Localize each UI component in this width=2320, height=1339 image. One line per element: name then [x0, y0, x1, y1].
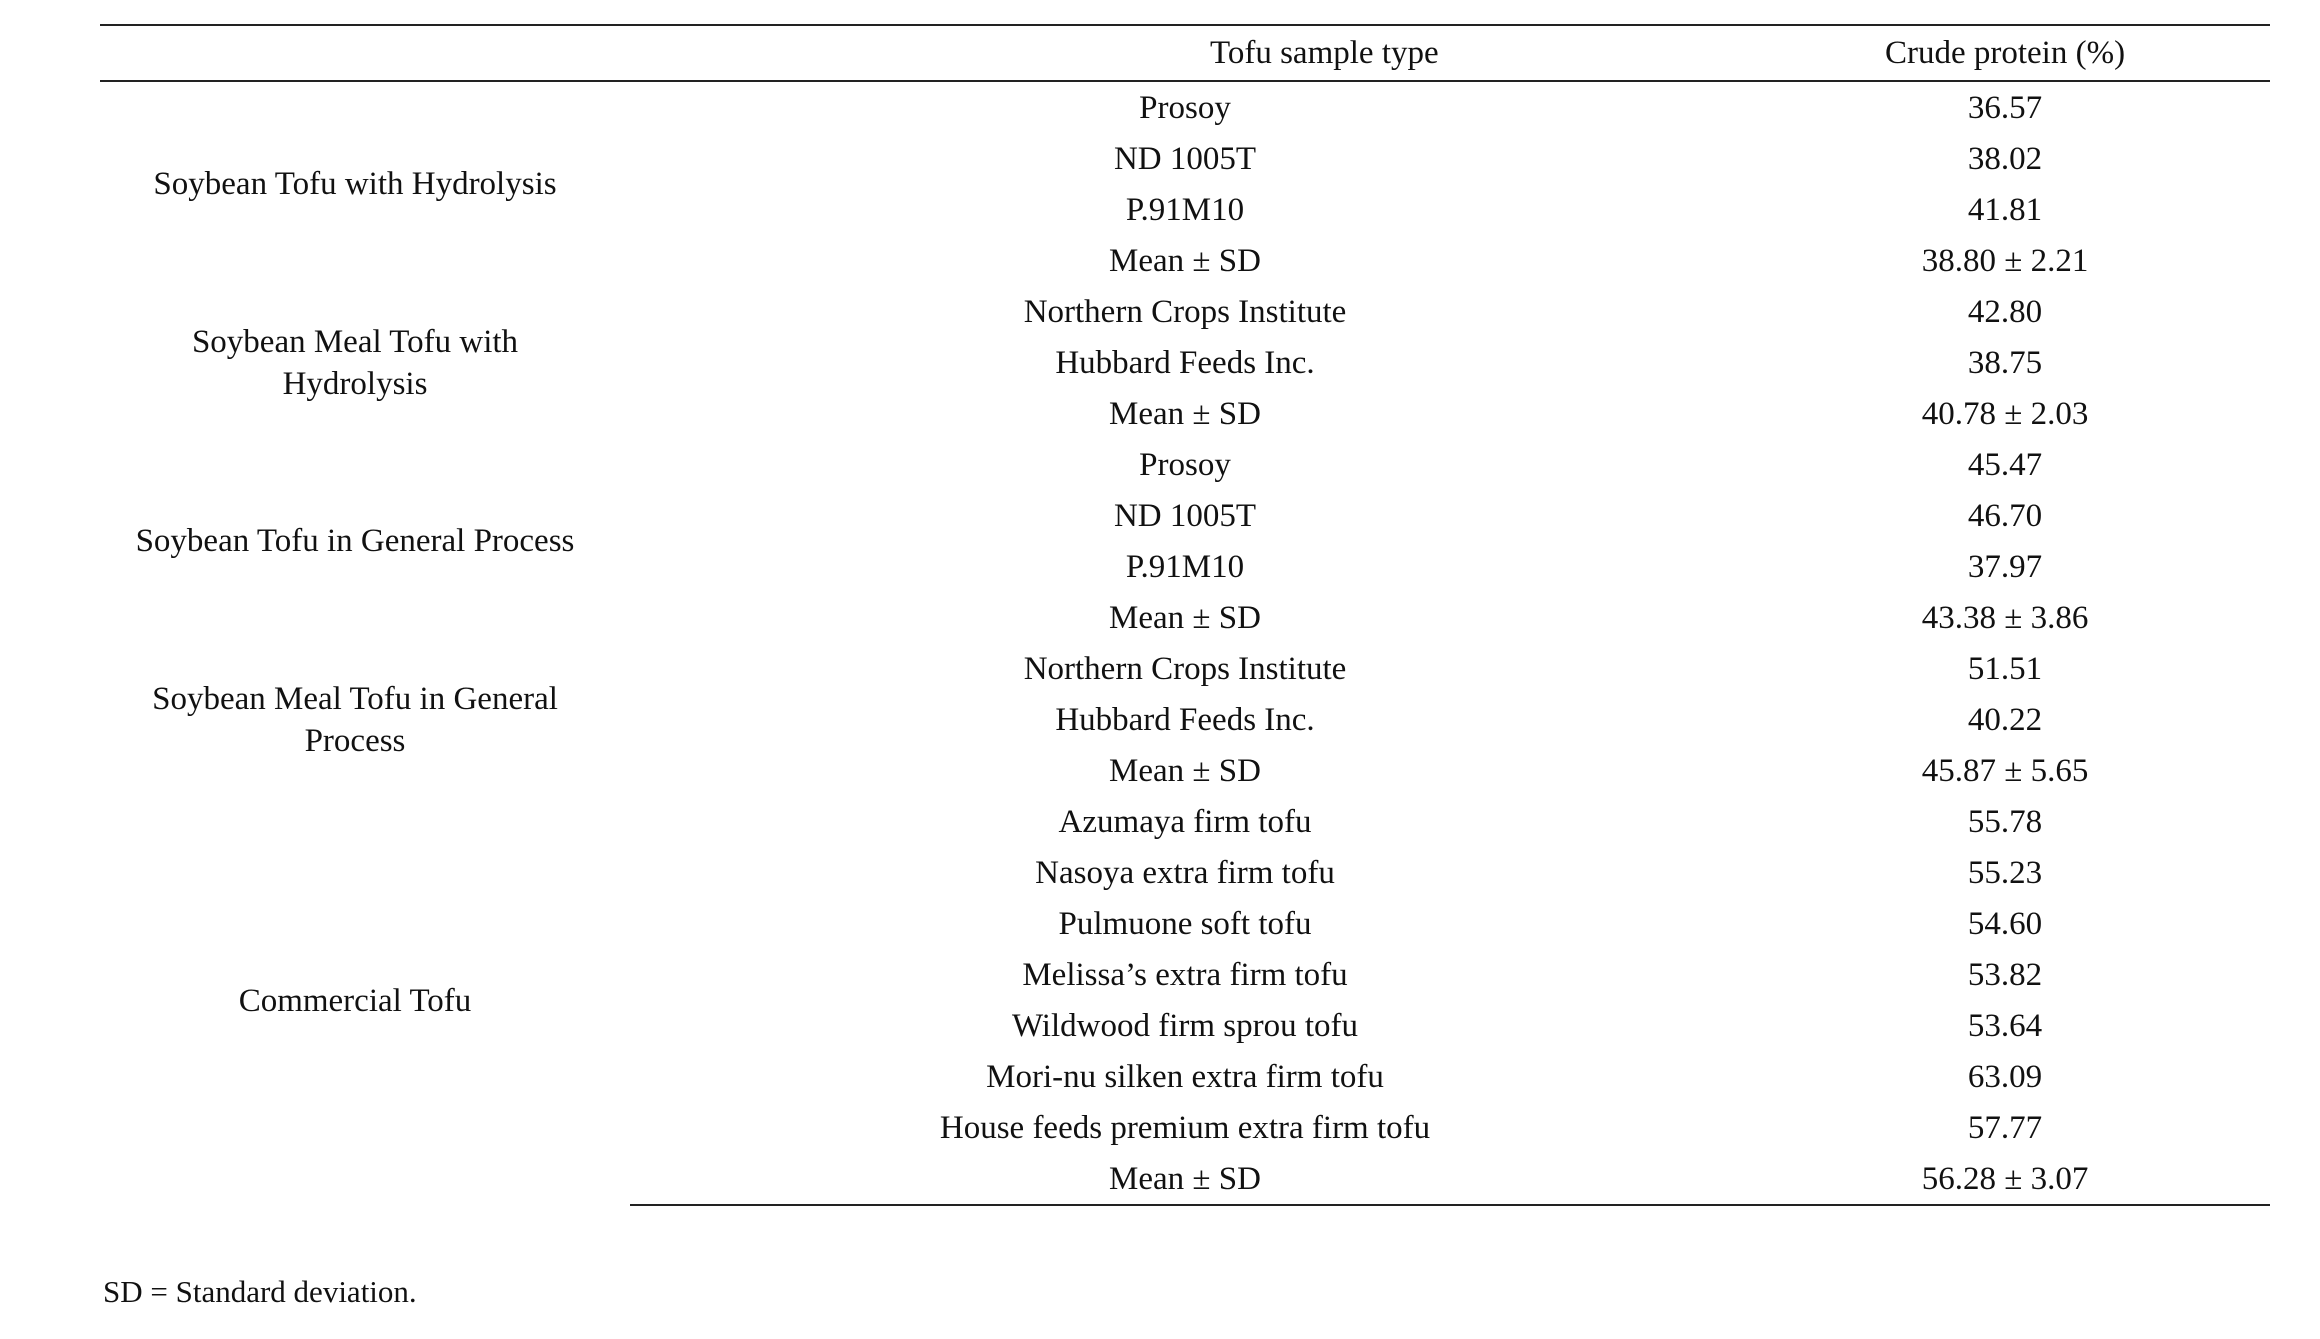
sample-name-cell: Nasoya extra firm tofu	[1035, 854, 1335, 891]
crude-protein-cell: 63.09	[1967, 1058, 2043, 1095]
sample-name-cell: House feeds premium extra firm tofu	[939, 1109, 1431, 1146]
crude-protein-cell: 57.77	[1967, 1109, 2043, 1146]
crude-protein-cell: 42.80	[1967, 293, 2043, 330]
crude-protein-cell: 46.70	[1967, 497, 2043, 534]
crude-protein-table	[100, 24, 2270, 1206]
table-row	[100, 796, 2270, 847]
sample-name-cell: Mean ± SD	[1109, 242, 1261, 279]
header-crude-protein: Crude protein (%)	[1740, 25, 2270, 81]
sample-name-cell: ND 1005T	[1113, 140, 1257, 177]
sample-name-cell: P.91M10	[1125, 191, 1245, 228]
crude-protein-cell: 38.02	[1967, 140, 2043, 177]
table-row	[100, 81, 2270, 133]
sample-name-cell: Prosoy	[1139, 446, 1231, 483]
crude-protein-cell: 55.23	[1967, 854, 2043, 891]
group-label: Soybean Meal Tofu in General Process	[152, 680, 558, 759]
crude-protein-cell: 37.97	[1967, 548, 2043, 585]
crude-protein-cell: 43.38 ± 3.86	[1921, 599, 2089, 636]
crude-protein-cell: 40.78 ± 2.03	[1921, 395, 2089, 432]
sample-name-cell: Mori-nu silken extra firm tofu	[986, 1058, 1384, 1095]
sample-name-cell: Northern Crops Institute	[1023, 650, 1347, 687]
table-row	[100, 286, 2270, 337]
protein-table-container	[100, 24, 2270, 1206]
crude-protein-cell: 54.60	[1967, 905, 2043, 942]
crude-protein-cell: 56.28 ± 3.07	[1740, 1153, 2270, 1205]
sample-name-cell: Mean ± SD	[1109, 599, 1261, 636]
crude-protein-cell: 38.80 ± 2.21	[1921, 242, 2089, 279]
crude-protein-cell: 55.78	[1967, 803, 2043, 840]
table-footnote: SD = Standard deviation.	[103, 1274, 417, 1309]
crude-protein-cell: 51.51	[1967, 650, 2043, 687]
table-header	[100, 25, 2270, 81]
crude-protein-cell: 45.87 ± 5.65	[1921, 752, 2089, 789]
table-row	[100, 439, 2270, 490]
crude-protein-cell: 45.47	[1967, 446, 2043, 483]
group-label: Soybean Tofu with Hydrolysis	[153, 166, 557, 202]
sample-name-cell: Mean ± SD	[1109, 752, 1261, 789]
sample-name-cell: Melissa’s extra firm tofu	[1022, 956, 1348, 993]
sample-name-cell: Mean ± SD	[630, 1153, 1740, 1205]
header-row	[100, 25, 2270, 81]
sample-name-cell: Hubbard Feeds Inc.	[1055, 701, 1315, 738]
sample-name-cell: Hubbard Feeds Inc.	[1055, 344, 1315, 381]
sample-name-cell: Azumaya firm tofu	[1058, 803, 1312, 840]
table-row	[100, 643, 2270, 694]
sample-name-cell: Pulmuone soft tofu	[1058, 905, 1312, 942]
crude-protein-cell: 53.82	[1967, 956, 2043, 993]
crude-protein-cell: 53.64	[1967, 1007, 2043, 1044]
group-label: Commercial Tofu	[238, 982, 472, 1019]
sample-name-cell: ND 1005T	[1113, 497, 1257, 534]
group-label: Soybean Meal Tofu with Hydrolysis	[191, 323, 519, 402]
table-body	[100, 81, 2270, 1205]
group-label: Soybean Tofu in General Process	[135, 523, 575, 559]
sample-name-cell: Prosoy	[1139, 89, 1231, 126]
sample-name-cell: Northern Crops Institute	[1023, 293, 1347, 330]
sample-name-cell: Wildwood firm sprou tofu	[1011, 1007, 1359, 1044]
crude-protein-cell: 41.81	[1967, 191, 2043, 228]
crude-protein-cell: 38.75	[1967, 344, 2043, 381]
crude-protein-cell: 40.22	[1967, 701, 2043, 738]
sample-name-cell: Mean ± SD	[1109, 395, 1261, 432]
crude-protein-cell: 36.57	[1967, 89, 2043, 126]
sample-name-cell: P.91M10	[1125, 548, 1245, 585]
header-sample-type: Tofu sample type	[100, 25, 1740, 81]
